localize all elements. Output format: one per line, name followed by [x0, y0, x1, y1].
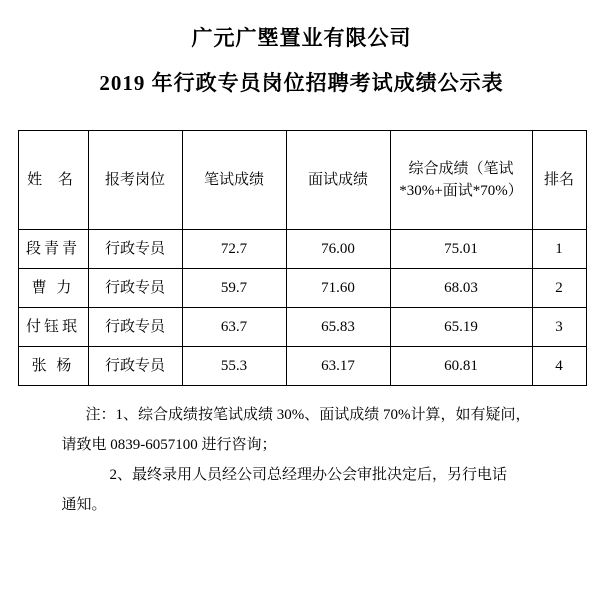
- cell-written-score: 55.3: [182, 347, 286, 386]
- cell-rank: 3: [532, 308, 586, 347]
- note-line-2: 请致电 0839-6057100 进行咨询；: [61, 437, 277, 453]
- notes-section: [42, 400, 562, 520]
- column-header-written-score: 笔试成绩: [182, 131, 286, 230]
- table-row: [18, 308, 586, 347]
- table-row: [18, 230, 586, 269]
- column-header-rank: 排名: [532, 131, 586, 230]
- note-line-3: 2、最终录用人员经公司总经理办公会审批决定后，另行电话: [109, 467, 508, 483]
- cell-rank: 2: [532, 269, 586, 308]
- company-name: 广元广塈置业有限公司: [191, 26, 412, 50]
- cell-post: 行政专员: [88, 230, 182, 269]
- cell-interview-score: 76.00: [286, 230, 390, 269]
- table-row: [18, 269, 586, 308]
- column-header-name: 姓 名: [18, 131, 88, 230]
- page-title: 2019 年行政专员岗位招聘考试成绩公示表: [99, 71, 504, 95]
- table-header-row: [18, 131, 586, 230]
- cell-name: 段青青: [18, 230, 88, 269]
- column-header-total-score: [390, 131, 532, 230]
- cell-interview-score: 63.17: [286, 347, 390, 386]
- cell-total-score: 75.01: [390, 230, 532, 269]
- table-header: [18, 131, 586, 230]
- note-line-4: 通知。: [61, 497, 107, 513]
- cell-written-score: 59.7: [182, 269, 286, 308]
- cell-name: 曹 力: [18, 269, 88, 308]
- cell-total-score: 65.19: [390, 308, 532, 347]
- cell-name: 张 杨: [18, 347, 88, 386]
- cell-written-score: 63.7: [182, 308, 286, 347]
- column-header-post: 报考岗位: [88, 131, 182, 230]
- cell-total-score: 60.81: [390, 347, 532, 386]
- cell-post: 行政专员: [88, 269, 182, 308]
- cell-name: 付钰珉: [18, 308, 88, 347]
- cell-interview-score: 65.83: [286, 308, 390, 347]
- document-title-block: [0, 0, 603, 100]
- cell-rank: 1: [532, 230, 586, 269]
- total-score-header-line2: *30%+面试*70%）: [399, 183, 523, 199]
- cell-post: 行政专员: [88, 347, 182, 386]
- total-score-header-line1: 综合成绩（笔试: [408, 161, 514, 177]
- column-header-interview-score: 面试成绩: [286, 131, 390, 230]
- table-body: [18, 230, 586, 386]
- note-line-1: 注：1、综合成绩按笔试成绩 30%、面试成绩 70%计算，如有疑问，: [85, 407, 531, 423]
- grades-table: [18, 130, 587, 386]
- table-row: [18, 347, 586, 386]
- cell-total-score: 68.03: [390, 269, 532, 308]
- grades-table-container: [18, 130, 586, 386]
- cell-written-score: 72.7: [182, 230, 286, 269]
- cell-interview-score: 71.60: [286, 269, 390, 308]
- cell-rank: 4: [532, 347, 586, 386]
- cell-post: 行政专员: [88, 308, 182, 347]
